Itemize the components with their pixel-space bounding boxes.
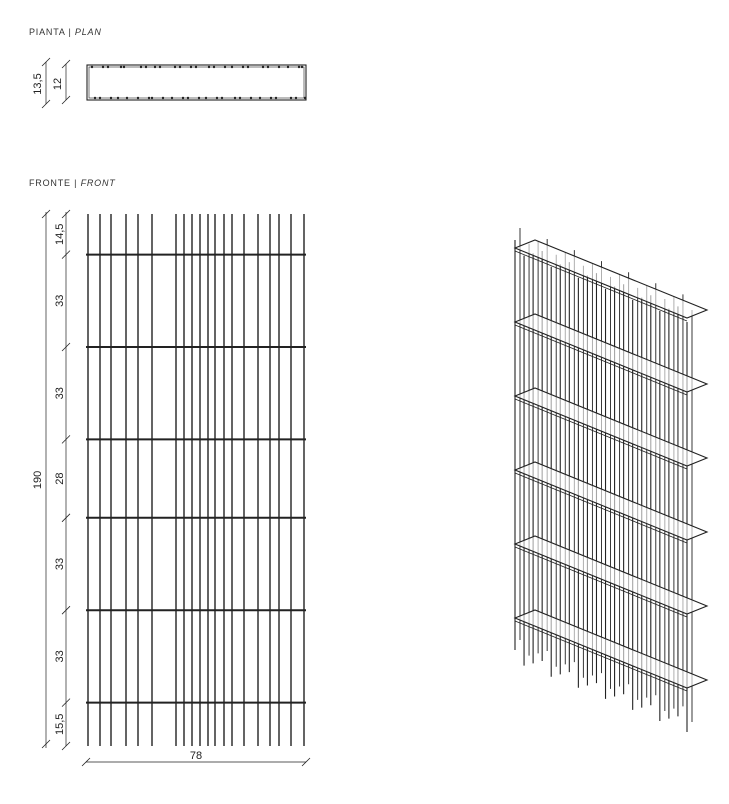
plan-rod-dot	[102, 66, 104, 68]
plan-rod-dot	[107, 66, 109, 68]
front-segment-labels	[54, 224, 66, 735]
plan-rod-dot	[99, 97, 101, 99]
front-segment-label: 33	[54, 557, 66, 571]
front-shelves	[86, 255, 306, 703]
iso-shelf-edge	[515, 251, 687, 321]
isometric-view	[515, 228, 707, 732]
plan-outline	[87, 65, 306, 100]
iso-shelf-edge	[515, 473, 687, 543]
plan-rod-dot	[290, 97, 292, 99]
front-total-height: 190	[32, 470, 44, 490]
plan-rod-dot	[187, 97, 189, 99]
plan-rod-dot	[231, 66, 233, 68]
plan-rod-dot	[239, 97, 241, 99]
plan-rod-dot	[140, 66, 142, 68]
iso-shelf-edge	[515, 399, 687, 469]
plan-rod-dot	[287, 66, 289, 68]
plan-rod-dot	[174, 66, 176, 68]
plan-rod-dot	[275, 97, 277, 99]
front-segment-label: 14,5	[54, 223, 66, 246]
plan-rod-dot	[278, 66, 280, 68]
front-segment-label: 33	[54, 294, 66, 307]
plan-rod-dot	[304, 97, 306, 99]
plan-rod-dot	[259, 97, 261, 99]
plan-rod-dot	[154, 66, 156, 68]
plan-rod-dot	[151, 97, 153, 99]
plan-rod-dot	[126, 97, 128, 99]
iso-shelf	[515, 240, 707, 318]
plan-rod-dot	[247, 66, 249, 68]
plan-rod-dot	[208, 66, 210, 68]
plan-rod-dot	[182, 97, 184, 99]
plan-rod-dot	[213, 66, 215, 68]
front-title: FRONTE | FRONT	[29, 178, 116, 188]
front-segment-label: 33	[54, 387, 66, 400]
iso-shelf-edge	[515, 547, 687, 617]
plan-rod-dot	[195, 66, 197, 68]
plan-rod-dot	[298, 66, 300, 68]
iso-shelf-edge	[515, 621, 687, 691]
plan-rod-dot	[148, 97, 150, 99]
plan-rod-dot	[250, 97, 252, 99]
plan-rod-dot	[221, 97, 223, 99]
plan-rod-dot	[171, 97, 173, 99]
plan-rod-dot	[234, 97, 236, 99]
plan-rod-dot	[162, 97, 164, 99]
plan-dim-outer: 13,5	[32, 73, 44, 95]
plan-rod-dot	[301, 66, 303, 68]
plan-rod-dots	[91, 66, 306, 99]
front-segment-label: 28	[54, 472, 66, 485]
iso-shelf-edge	[515, 325, 687, 395]
plan-rod-dot	[91, 66, 93, 68]
plan-rod-dot	[262, 66, 264, 68]
plan-rod-dot	[242, 66, 244, 68]
plan-rod-dot	[205, 97, 207, 99]
plan-dim-inner: 12	[52, 77, 64, 91]
plan-rod-dot	[159, 66, 161, 68]
plan-rod-dot	[270, 97, 272, 99]
plan-rod-dot	[190, 66, 192, 68]
plan-view	[42, 58, 306, 108]
plan-rod-dot	[117, 97, 119, 99]
plan-rod-dot	[267, 66, 269, 68]
plan-title: PIANTA | PLAN	[29, 27, 102, 37]
front-rods	[88, 214, 304, 746]
front-width-label: 78	[189, 750, 203, 762]
plan-rod-dot	[198, 97, 200, 99]
front-segment-label: 33	[54, 650, 66, 663]
plan-rod-dot	[137, 97, 139, 99]
front-segment-label: 15,5	[54, 713, 66, 736]
plan-rod-dot	[224, 66, 226, 68]
plan-rod-dot	[145, 66, 147, 68]
plan-rod-dot	[110, 97, 112, 99]
plan-rod-dot	[123, 66, 125, 68]
plan-rod-dot	[295, 97, 297, 99]
plan-rod-dot	[179, 66, 181, 68]
plan-rod-dot	[120, 66, 122, 68]
plan-rod-dot	[94, 97, 96, 99]
plan-inner-outline	[89, 67, 304, 98]
plan-rod-dot	[216, 97, 218, 99]
